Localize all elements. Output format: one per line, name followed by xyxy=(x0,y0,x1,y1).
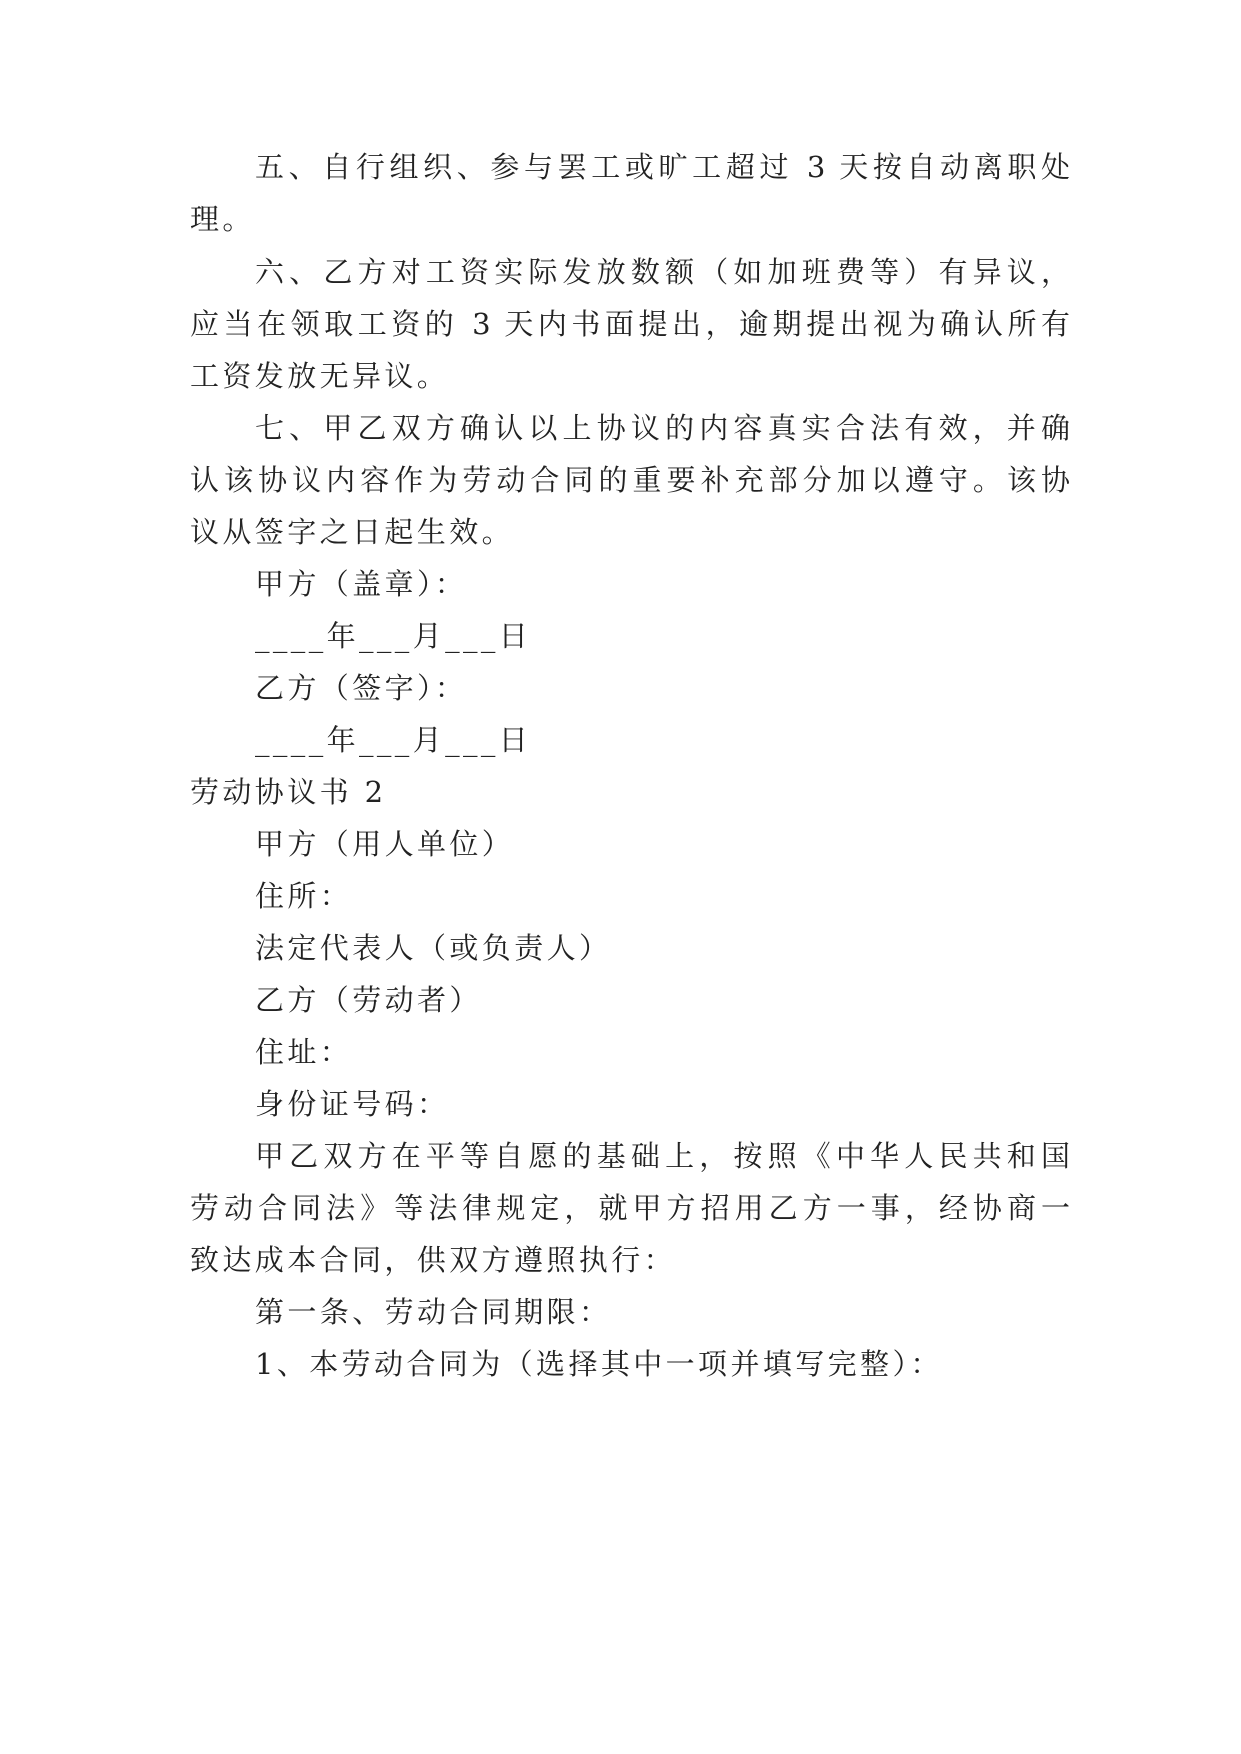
preamble-line-2: 劳动合同法》等法律规定，就甲方招用乙方一事，经协商一 xyxy=(190,1191,1070,1225)
preamble-line-1: 甲乙双方在平等自愿的基础上，按照《中华人民共和国 xyxy=(255,1139,1070,1173)
party-b-worker-label: 乙方（劳动者） xyxy=(255,983,482,1017)
article-1-heading: 第一条、劳动合同期限： xyxy=(255,1295,612,1329)
legal-representative-label: 法定代表人（或负责人） xyxy=(255,931,612,965)
party-b-address-label: 住址： xyxy=(255,1035,353,1069)
party-a-address-label: 住所： xyxy=(255,879,353,913)
clause-6-line-2: 应当在领取工资的 3 天内书面提出，逾期提出视为确认所有 xyxy=(190,307,1070,341)
article-1-item-1: 1、本劳动合同为（选择其中一项并填写完整）： xyxy=(255,1347,943,1381)
clause-6-line-3: 工资发放无异议。 xyxy=(190,359,450,393)
party-a-seal-label: 甲方（盖章）： xyxy=(255,567,468,601)
clause-5-line-2: 理。 xyxy=(190,202,255,236)
clause-7-line-2: 认该协议内容作为劳动合同的重要补充部分加以遵守。该协 xyxy=(190,463,1070,497)
party-a-date-line: ____年___月___日 xyxy=(255,619,532,653)
party-b-date-line: ____年___月___日 xyxy=(255,723,532,757)
clause-7-line-1: 七、甲乙双方确认以上协议的内容真实合法有效，并确 xyxy=(255,411,1070,445)
id-number-label: 身份证号码： xyxy=(255,1087,450,1121)
clause-7-line-3: 议从签字之日起生效。 xyxy=(190,515,515,549)
party-b-signature-label: 乙方（签字）： xyxy=(255,671,468,705)
clause-6-line-1: 六、乙方对工资实际发放数额（如加班费等）有异议， xyxy=(255,255,1070,289)
party-a-employer-label: 甲方（用人单位） xyxy=(255,827,515,861)
section-title: 劳动协议书 2 xyxy=(190,775,387,809)
preamble-line-3: 致达成本合同，供双方遵照执行： xyxy=(190,1243,677,1277)
clause-5-line-1: 五、自行组织、参与罢工或旷工超过 3 天按自动离职处 xyxy=(255,150,1070,184)
